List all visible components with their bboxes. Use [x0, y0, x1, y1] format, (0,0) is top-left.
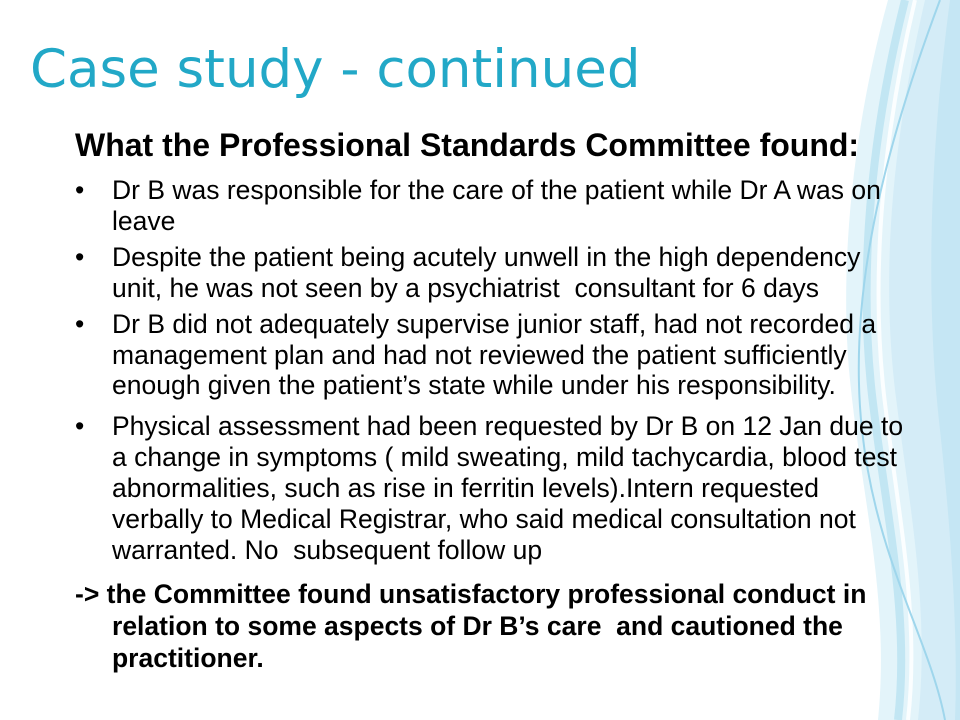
bullet-text-line: unit, he was not seen by a psychiatrist consultant for 6 days: [112, 272, 820, 303]
bullet-marker: •: [75, 242, 85, 272]
conclusion-text-line: relation to some aspects of Dr B’s care and cautioned the: [112, 611, 843, 641]
bullet-text-line: enough given the patient’s state while under his responsibility.: [112, 370, 836, 400]
bullet-text-line: management plan and had not reviewed the patient sufficiently: [112, 339, 847, 370]
bullet-marker: •: [75, 175, 85, 205]
bullet-text-line: warranted. No subsequent follow up: [112, 535, 543, 565]
bullet-marker: •: [75, 309, 85, 339]
bullet-text-line: Dr B was responsible for the care of the patient while Dr A was on: [112, 175, 881, 205]
bullet-item: [75, 309, 876, 401]
conclusion-text-line: practitioner.: [112, 643, 264, 673]
bullet-text-line: abnormalities, such as rise in ferritin levels).Intern requested: [112, 473, 819, 503]
bullet-text-line: verbally to Medical Registrar, who said medical consultation not: [112, 504, 856, 534]
conclusion-statement: [75, 578, 866, 674]
bullet-text-line: Physical assessment had been requested by Dr B on 12 Jan due to: [112, 411, 904, 441]
bullet-item: [75, 242, 860, 303]
conclusion-text-line: -> the Committee found unsatisfactory professional conduct in: [75, 579, 867, 609]
bullet-text-line: Despite the patient being acutely unwell in the high dependency: [112, 242, 861, 272]
slide-title: Case study - continued: [30, 39, 641, 100]
bullet-marker: •: [75, 411, 85, 441]
bullet-text-line: leave: [112, 205, 176, 236]
bullet-text-line: Dr B did not adequately supervise junior staff, had not recorded a: [112, 309, 877, 339]
bullet-item: [75, 175, 881, 236]
section-heading: What the Professional Standards Committee found:: [75, 127, 860, 163]
bullet-text-line: a change in symptoms ( mild sweating, mild tachycardia, blood test: [112, 442, 898, 472]
bullet-item: [75, 411, 903, 566]
